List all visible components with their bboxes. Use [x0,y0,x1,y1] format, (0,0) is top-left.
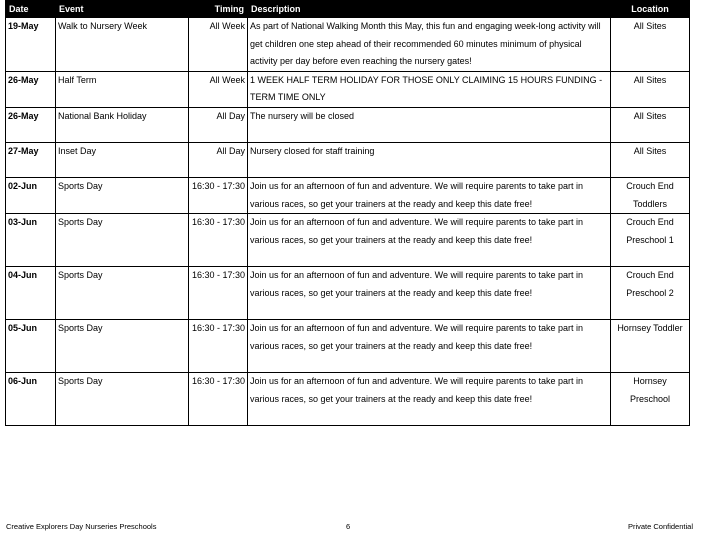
table-row [6,373,690,426]
date-cell: 19-May [6,18,56,72]
date-cell: 06-Jun [6,373,56,426]
timing-cell: All Day [189,142,248,177]
date-cell: 26-May [6,107,56,142]
description-cell: Join us for an afternoon of fun and adventure. We will require parents to take part in various races, so get your trainers at the ready and keep this date free! [248,267,611,320]
header-timing: Timing [189,1,248,18]
header-location: Location [611,1,690,18]
footer-confidential-label: Private Confidential [627,522,693,531]
timing-cell: 16:30 - 17:30 [189,214,248,267]
location-cell: Hornsey Preschool [611,373,690,426]
location-cell: Hornsey Toddler [611,320,690,373]
location-cell: All Sites [611,142,690,177]
location-cell: Crouch End Toddlers [611,177,690,213]
date-cell: 05-Jun [6,320,56,373]
description-cell: 1 WEEK HALF TERM HOLIDAY FOR THOSE ONLY CLAIMING 15 HOURS FUNDING - TERM TIME ONLY [248,71,611,107]
event-cell: Half Term [56,71,189,107]
table-row [6,320,690,373]
timing-cell: All Day [189,107,248,142]
description-cell: Join us for an afternoon of fun and adventure. We will require parents to take part in various races, so get your trainers at the ready and keep this date free! [248,214,611,267]
description-cell: Join us for an afternoon of fun and adventure. We will require parents to take part in various races, so get your trainers at the ready and keep this date free! [248,373,611,426]
timing-cell: All Week [189,71,248,107]
event-cell: Sports Day [56,267,189,320]
location-cell: All Sites [611,71,690,107]
location-cell: Crouch End Preschool 1 [611,214,690,267]
header-date: Date [6,1,56,18]
table-row [6,71,690,107]
description-cell: As part of National Walking Month this May, this fun and engaging week-long activity will get children one step ahead of their recommended 60 minutes minimum of physical activity per day before even reaching the nursery gates! [248,18,611,72]
table-row [6,107,690,142]
footer-page-number: 6 [346,522,351,531]
event-cell: Sports Day [56,320,189,373]
date-cell: 27-May [6,142,56,177]
timing-cell: 16:30 - 17:30 [189,320,248,373]
header-description: Description [248,1,611,18]
description-cell: Join us for an afternoon of fun and adventure. We will require parents to take part in various races, so get your trainers at the ready and keep this date free! [248,320,611,373]
event-cell: Inset Day [56,142,189,177]
header-event: Event [56,1,189,18]
timing-cell: 16:30 - 17:30 [189,267,248,320]
table-row [6,214,690,267]
timing-cell: 16:30 - 17:30 [189,177,248,213]
date-cell: 02-Jun [6,177,56,213]
table-row [6,177,690,213]
description-cell: Join us for an afternoon of fun and adventure. We will require parents to take part in various races, so get your trainers at the ready and keep this date free! [248,177,611,213]
location-cell: All Sites [611,18,690,72]
table-row [6,142,690,177]
location-cell: Crouch End Preschool 2 [611,267,690,320]
event-cell: Walk to Nursery Week [56,18,189,72]
event-cell: National Bank Holiday [56,107,189,142]
date-cell: 03-Jun [6,214,56,267]
event-cell: Sports Day [56,214,189,267]
table-header-row [6,1,690,18]
location-cell: All Sites [611,107,690,142]
description-cell: Nursery closed for staff training [248,142,611,177]
footer-company-name: Creative Explorers Day Nurseries Preschools [6,522,157,531]
table-row [6,267,690,320]
description-cell: The nursery will be closed [248,107,611,142]
date-cell: 04-Jun [6,267,56,320]
events-table [5,0,690,426]
event-cell: Sports Day [56,373,189,426]
event-cell: Sports Day [56,177,189,213]
timing-cell: 16:30 - 17:30 [189,373,248,426]
date-cell: 26-May [6,71,56,107]
table-row [6,18,690,72]
timing-cell: All Week [189,18,248,72]
